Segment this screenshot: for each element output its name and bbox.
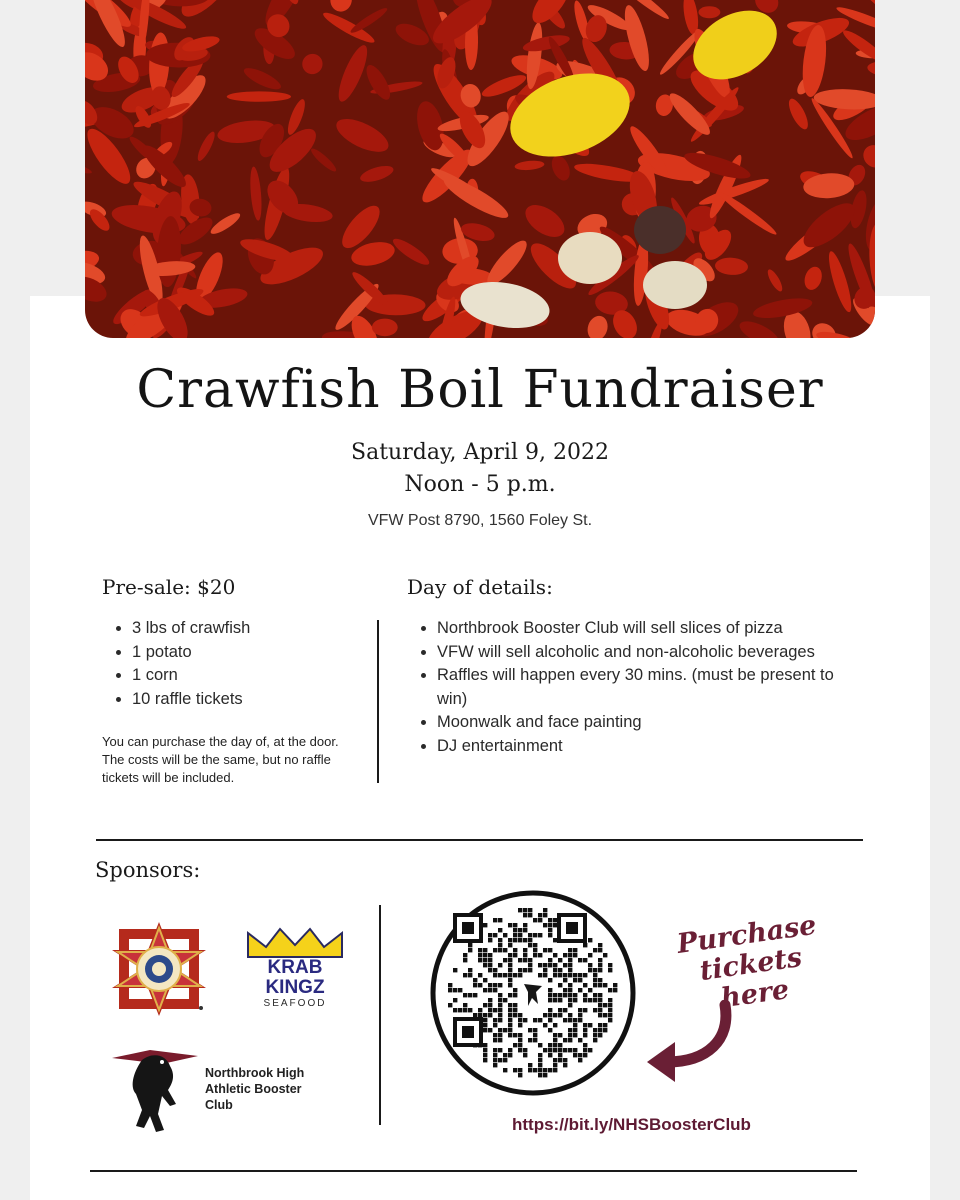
arrow-icon <box>645 1000 740 1090</box>
event-date: Saturday, April 9, 2022 <box>351 440 609 465</box>
vfw-logo <box>110 920 208 1023</box>
purchase-cta: Purchase tickets here <box>675 909 819 1015</box>
list-item: • 1 corn <box>132 664 352 688</box>
section-divider <box>96 839 863 841</box>
qr-code[interactable] <box>428 888 638 1103</box>
day-of-list <box>407 617 857 758</box>
crawfish-photo <box>85 0 875 338</box>
mustang-logo <box>110 1040 202 1140</box>
bottom-divider <box>90 1170 857 1172</box>
column-divider <box>377 620 379 783</box>
list-item: • Raffles will happen every 30 mins. (must be present to win) <box>437 664 857 711</box>
sponsor-divider <box>379 905 381 1125</box>
list-item: • DJ entertainment <box>437 735 857 759</box>
sponsors-heading: Sponsors: <box>95 858 201 882</box>
presale-heading: Pre-sale: $20 <box>102 575 236 599</box>
krab-kingz-logo <box>240 925 350 1015</box>
list-item: • 1 potato <box>132 641 352 665</box>
kingz-text: KINGZ <box>265 977 325 998</box>
nhs-sponsor-name: Northbrook High Athletic Booster Club <box>205 1066 305 1112</box>
list-item: • 10 raffle tickets <box>132 688 352 712</box>
event-time: Noon - 5 p.m. <box>404 472 556 497</box>
presale-list <box>102 617 352 711</box>
day-of-heading: Day of details: <box>407 575 553 599</box>
ticket-link[interactable]: https://bit.ly/NHSBoosterClub <box>512 1115 751 1134</box>
seafood-text: SEAFOOD <box>263 998 327 1009</box>
list-item: • Northbrook Booster Club will sell slices of pizza <box>437 617 857 641</box>
krab-text: KRAB <box>267 957 323 978</box>
presale-note: You can purchase the day of, at the door. The costs will be the same, but no raffle tickets will be included. <box>102 734 339 785</box>
day-of-section <box>407 575 857 758</box>
presale-section <box>102 575 352 787</box>
list-item: • 3 lbs of crawfish <box>132 617 352 641</box>
event-venue: VFW Post 8790, 1560 Foley St. <box>367 512 593 529</box>
event-title: Crawfish Boil Fundraiser <box>136 360 824 420</box>
list-item: • Moonwalk and face painting <box>437 711 857 735</box>
list-item: • VFW will sell alcoholic and non-alcoholic beverages <box>437 641 857 665</box>
